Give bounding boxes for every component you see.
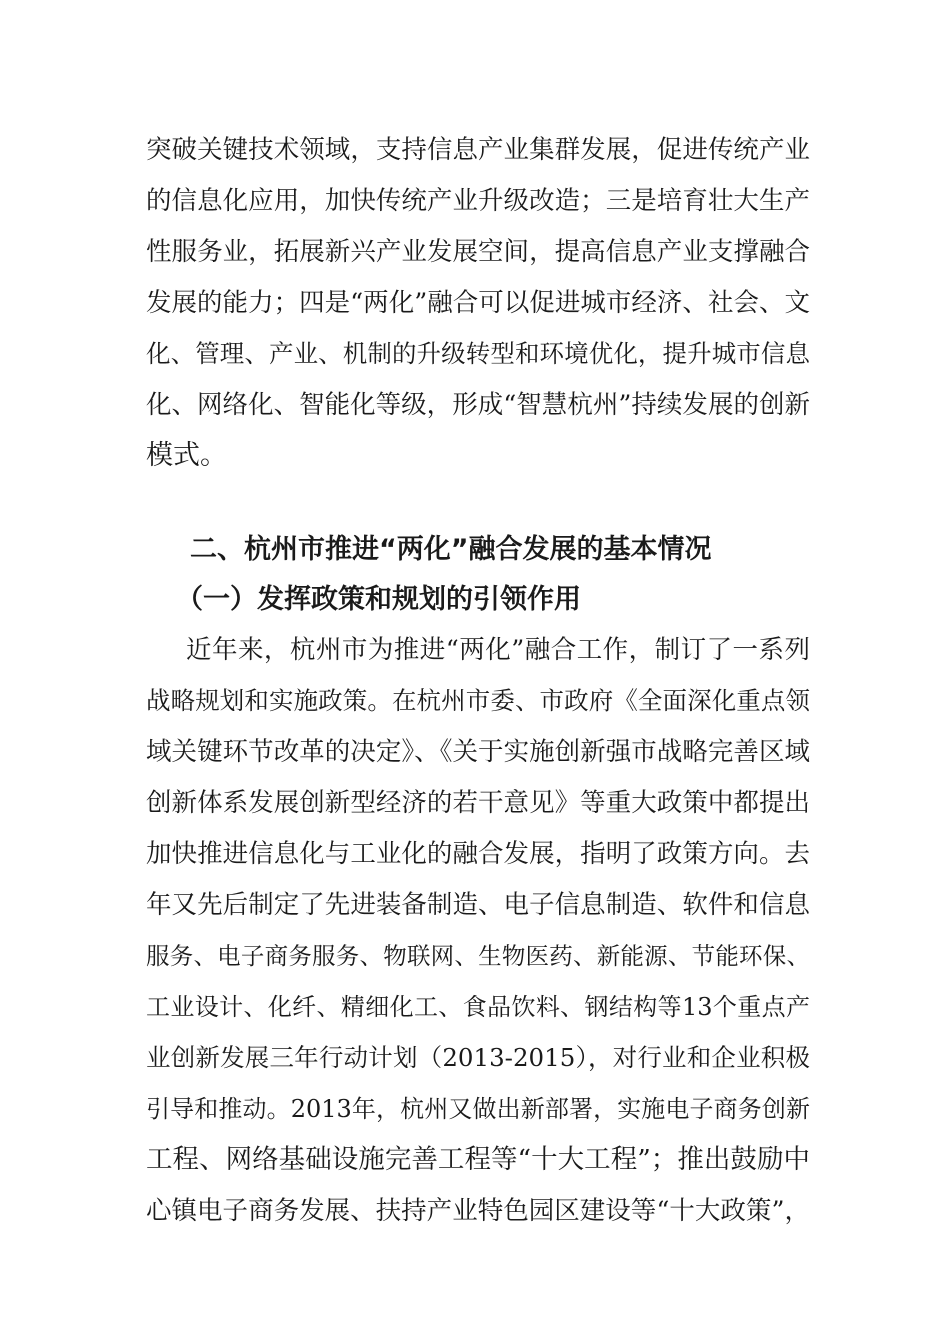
paragraph-1-line-5: 化、管理、产业、机制的升级转型和环境优化，提升城市信息 — [146, 339, 810, 368]
paragraph-2-line-11: 工程、网络基础设施完善工程等“十大工程”；推出鼓励中 — [146, 1144, 810, 1175]
paragraph-1-line-3: 性服务业，拓展新兴产业发展空间，提高信息产业支撑融合 — [146, 237, 810, 267]
paragraph-1-line-7: 模式。 — [146, 440, 227, 471]
paragraph-1-line-6: 化、网络化、智能化等级，形成“智慧杭州”持续发展的创新 — [146, 390, 810, 420]
paragraph-1-line-1: 突破关键技术领域，支持信息产业集群发展，促进传统产业 — [146, 135, 810, 165]
paragraph-2-line-10: 引导和推动。2013年，杭州又做出新部署，实施电子商务创新 — [146, 1095, 810, 1123]
section-heading: 二、杭州市推进“两化”融合发展的基本情况 — [190, 534, 712, 565]
paragraph-2-line-3: 域关键环节改革的决定》、《关于实施创新强市战略完善区域 — [146, 737, 810, 767]
paragraph-2-line-8: 工业设计、化纤、精细化工、食品饮料、钢结构等13个重点产 — [146, 993, 810, 1021]
paragraph-2-line-9: 业创新发展三年行动计划（2013-2015），对行业和企业积极 — [146, 1043, 810, 1072]
paragraph-1-line-4: 发展的能力；四是“两化”融合可以促进城市经济、社会、文 — [146, 288, 810, 318]
paragraph-2-line-2: 战略规划和实施政策。在杭州市委、市政府《全面深化重点领 — [146, 686, 810, 715]
paragraph-2-line-7: 服务、电子商务服务、物联网、生物医药、新能源、节能环保、 — [146, 942, 810, 970]
subsection-heading: （一）发挥政策和规划的引领作用 — [176, 584, 581, 615]
paragraph-2-line-4: 创新体系发展创新型经济的若干意见》等重大政策中都提出 — [146, 788, 810, 818]
paragraph-2-line-5: 加快推进信息化与工业化的融合发展，指明了政策方向。去 — [146, 839, 810, 869]
paragraph-2-line-12: 心镇电子商务发展、扶持产业特色园区建设等“十大政策”， — [146, 1196, 810, 1226]
paragraph-2-line-6: 年又先后制定了先进装备制造、电子信息制造、软件和信息 — [146, 890, 810, 920]
paragraph-2-line-1: 近年来，杭州市为推进“两化”融合工作，制订了一系列 — [186, 635, 810, 665]
paragraph-1-line-2: 的信息化应用，加快传统产业升级改造；三是培育壮大生产 — [146, 186, 810, 216]
